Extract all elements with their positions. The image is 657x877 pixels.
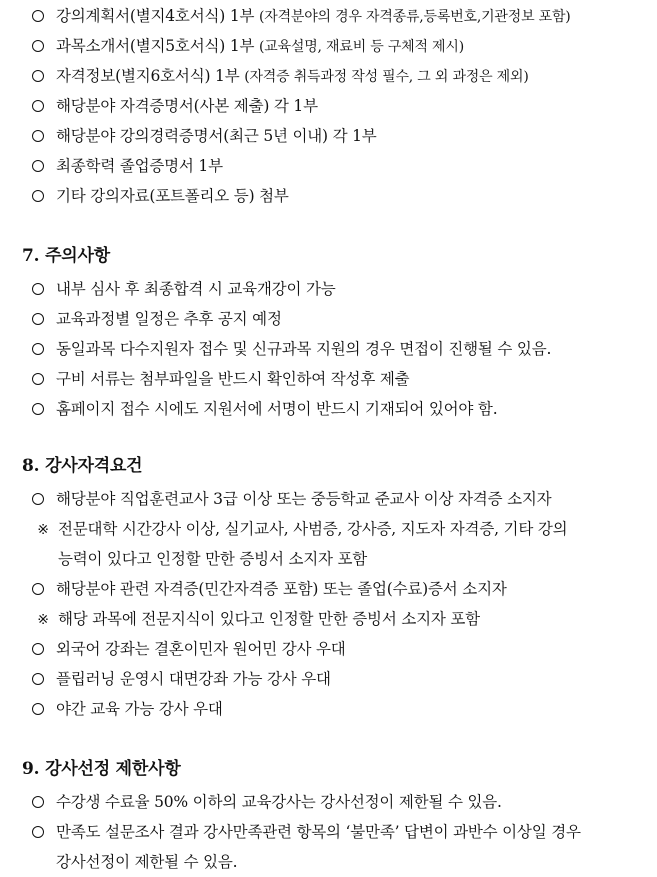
circle-bullet-icon: [32, 796, 44, 808]
circle-bullet-icon: [32, 283, 44, 295]
qualification-item: 야간 교육 가능 강사 우대: [32, 699, 223, 719]
qualification-note-continuation: 능력이 있다고 인정할 만한 증빙서 소지자 포함: [58, 550, 368, 568]
circle-bullet-icon: [32, 373, 44, 385]
circle-bullet-icon: [32, 493, 44, 505]
circle-bullet-icon: [32, 703, 44, 715]
restriction-item: 만족도 설문조사 결과 강사만족관련 항목의 ‘불만족’ 답변이 과반수 이상일 경우: [32, 822, 581, 842]
restriction-item: 수강생 수료율 50% 이하의 교육강사는 강사선정이 제한될 수 있음.: [32, 792, 502, 812]
circle-bullet-icon: [32, 643, 44, 655]
circle-bullet-icon: [32, 70, 44, 82]
reference-mark-icon: ※: [37, 522, 49, 538]
circle-bullet-icon: [32, 10, 44, 22]
circle-bullet-icon: [32, 403, 44, 415]
docs-list-item: 해당분야 자격증명서(사본 제출) 각 1부: [32, 96, 318, 116]
precaution-item: 교육과정별 일정은 추후 공지 예정: [32, 309, 282, 329]
restriction-item-continuation: 강사선정이 제한될 수 있음.: [56, 853, 238, 871]
docs-list-item: 기타 강의자료(포트폴리오 등) 첨부: [32, 186, 289, 206]
reference-mark-icon: ※: [37, 612, 49, 628]
circle-bullet-icon: [32, 100, 44, 112]
precaution-item: 홈페이지 접수 시에도 지원서에 서명이 반드시 기재되어 있어야 함.: [32, 399, 497, 419]
precaution-item: 내부 심사 후 최종합격 시 교육개강이 가능: [32, 279, 336, 299]
circle-bullet-icon: [32, 160, 44, 172]
qualification-item: 해당분야 관련 자격증(민간자격증 포함) 또는 졸업(수료)증서 소지자: [32, 579, 507, 599]
qualification-item: 외국어 강좌는 결혼이민자 원어민 강사 우대: [32, 639, 346, 659]
section-heading-selection-restrictions: 9. 강사선정 제한사항: [22, 759, 181, 779]
qualification-note: ※ 해당 과목에 전문지식이 있다고 인정할 만한 증빙서 소지자 포함: [37, 610, 480, 628]
circle-bullet-icon: [32, 190, 44, 202]
circle-bullet-icon: [32, 583, 44, 595]
section-heading-precautions: 7. 주의사항: [22, 246, 110, 266]
circle-bullet-icon: [32, 40, 44, 52]
circle-bullet-icon: [32, 130, 44, 142]
precaution-item: 구비 서류는 첨부파일을 반드시 확인하여 작성후 제출: [32, 369, 409, 389]
precaution-item: 동일과목 다수지원자 접수 및 신규과목 지원의 경우 면접이 진행될 수 있음.: [32, 339, 551, 359]
circle-bullet-icon: [32, 826, 44, 838]
docs-list-item: 과목소개서(별지5호서식) 1부 (교육설명, 재료비 등 구체적 제시): [32, 36, 464, 57]
docs-list-item: 최종학력 졸업증명서 1부: [32, 156, 223, 176]
qualification-item: 해당분야 직업훈련교사 3급 이상 또는 중등학교 준교사 이상 자격증 소지자: [32, 489, 551, 509]
docs-list-item: 해당분야 강의경력증명서(최근 5년 이내) 각 1부: [32, 126, 377, 146]
docs-list-item: 자격정보(별지6호서식) 1부 (자격증 취득과정 작성 필수, 그 외 과정은 제외): [32, 66, 529, 87]
qualification-item: 플립러닝 운영시 대면강좌 가능 강사 우대: [32, 669, 331, 689]
qualification-note: ※ 전문대학 시간강사 이상, 실기교사, 사범증, 강사증, 지도자 자격증, 기타 강의: [37, 520, 568, 538]
circle-bullet-icon: [32, 343, 44, 355]
circle-bullet-icon: [32, 313, 44, 325]
docs-list-item: 강의계획서(별지4호서식) 1부 (자격분야의 경우 자격종류,등록번호,기관정보 포함): [32, 6, 571, 27]
circle-bullet-icon: [32, 673, 44, 685]
section-heading-instructor-qualifications: 8. 강사자격요건: [22, 456, 143, 476]
